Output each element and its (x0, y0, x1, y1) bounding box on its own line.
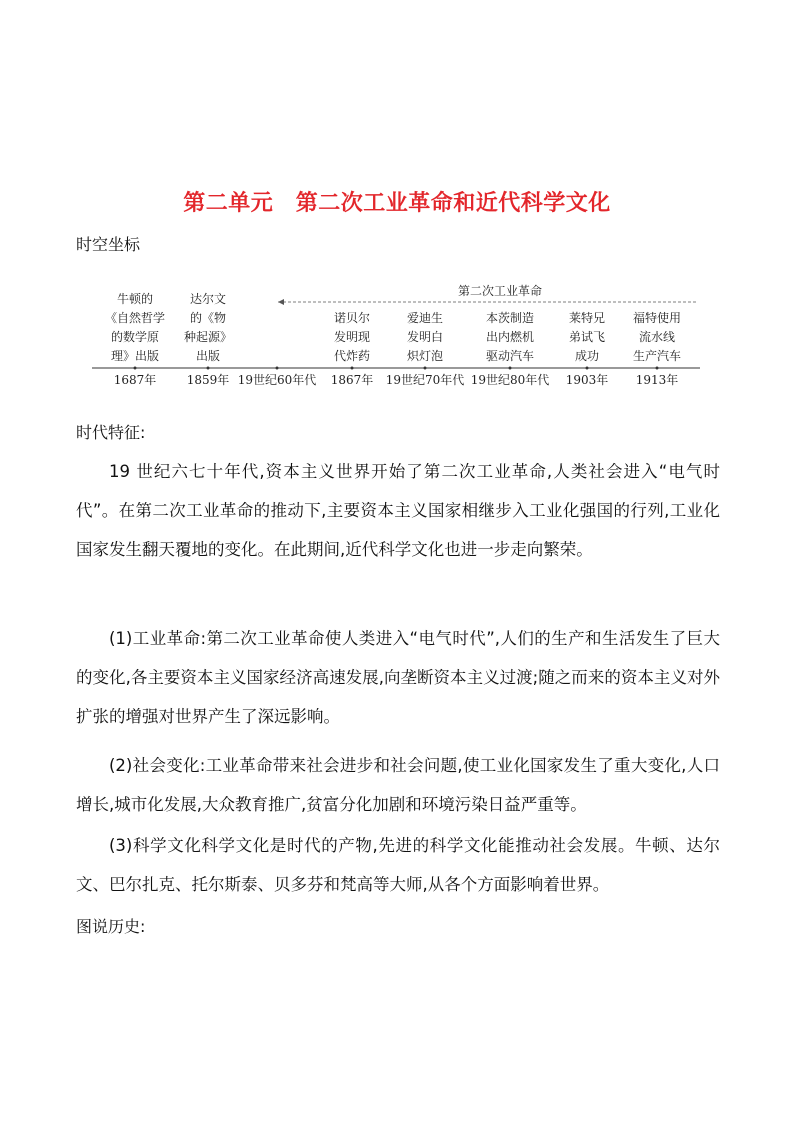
timeline-event-text: 牛顿的 (116, 292, 154, 306)
timeline-date: 1913年 (635, 373, 679, 387)
timeline-event (633, 310, 681, 387)
timeline-event-text: 莱特兄 (568, 311, 606, 325)
timeline-date: 19世纪80年代 (470, 373, 550, 387)
paragraph-industrial-revolution: (1)工业革命:第二次工业革命使人类进入“电气时代”,人们的生产和生活发生了巨大的变化,各主要资本主义国家经济高速发展,向垄断资本主义过渡;随之而来的资本主义对外扩张的增强对世界产生了深远影响。 (76, 629, 720, 726)
timeline-events (105, 291, 681, 387)
timeline-event (238, 367, 317, 388)
timeline-tick (351, 367, 354, 370)
timeline-event-text: 出版 (195, 349, 221, 363)
revolution-bracket-label: 第二次工业革命 (457, 284, 543, 298)
timeline-event-text: 生产汽车 (632, 349, 682, 363)
features-heading: 时代特征: (76, 423, 146, 442)
timeline-heading: 时空坐标 (76, 235, 141, 254)
timeline-event (471, 310, 550, 387)
paragraph-intro: 19 世纪六七十年代,资本主义世界开始了第二次工业革命,人类社会进入“电气时代”。在第二次工业革命的推动下,主要资本主义国家相继步入工业化强国的行列,工业化国家发生翻天覆地的变化。在此期间,近代科学文化也进一步走向繁荣。 (76, 462, 720, 559)
timeline (0, 278, 794, 398)
timeline-event (566, 310, 609, 387)
timeline-event-text: 的《物 (189, 311, 227, 325)
timeline-date: 1867年 (330, 373, 374, 387)
timeline-event-text: 驱动汽车 (485, 349, 535, 363)
timeline-date: 1687年 (113, 373, 157, 387)
timeline-tick (424, 367, 427, 370)
timeline-tick (509, 367, 512, 370)
timeline-event-text: 本茨制造 (485, 311, 535, 325)
timeline-event-text: 流水线 (638, 330, 676, 344)
timeline-date: 1903年 (565, 373, 609, 387)
timeline-tick (586, 367, 589, 370)
timeline-event-text: 爱迪生 (406, 311, 444, 325)
timeline-event-text: 种起源》 (183, 330, 233, 344)
timeline-event (386, 310, 465, 387)
timeline-date: 19世纪60年代 (237, 373, 317, 387)
paragraph-science-culture: (3)科学文化科学文化是时代的产物,先进的科学文化能推动社会发展。牛顿、达尔文、巴尔扎克、托尔斯泰、贝多芬和梵高等大师,从各个方面影响着世界。 (76, 836, 720, 894)
timeline-event-text: 发明现 (333, 330, 371, 344)
timeline-date: 1859年 (186, 373, 230, 387)
page-title: 第二单元 第二次工业革命和近代科学文化 (183, 191, 611, 216)
timeline-event-text: 弟试飞 (568, 330, 606, 344)
timeline-event (184, 291, 232, 387)
timeline-tick (656, 367, 659, 370)
timeline-event-text: 发明白 (406, 330, 444, 344)
timeline-event-text: 的数学原 (110, 330, 160, 344)
timeline-event (331, 310, 374, 387)
timeline-event-text: 诺贝尔 (333, 311, 371, 325)
timeline-event-text: 福特使用 (632, 311, 682, 325)
timeline-tick (134, 367, 137, 370)
timeline-tick (207, 367, 210, 370)
timeline-event-text: 出内燃机 (485, 330, 535, 344)
timeline-tick (276, 367, 279, 370)
timeline-event-text: 炽灯泡 (406, 349, 444, 363)
timeline-event-text: 理》出版 (110, 349, 160, 363)
timeline-event (105, 291, 165, 387)
pictures-heading: 图说历史: (76, 917, 146, 936)
timeline-event-text: 成功 (574, 349, 600, 363)
timeline-event-text: 代炸药 (333, 349, 371, 363)
timeline-event-text: 达尔文 (189, 292, 227, 306)
revolution-bracket-arrow (278, 299, 284, 305)
paragraph-social-change: (2)社会变化:工业革命带来社会进步和社会问题,使工业化国家发生了重大变化,人口增长,城市化发展,大众教育推广,贫富分化加剧和环境污染日益严重等。 (76, 756, 720, 814)
timeline-event-text: 《自然哲学 (104, 311, 166, 325)
timeline-date: 19世纪70年代 (385, 373, 465, 387)
